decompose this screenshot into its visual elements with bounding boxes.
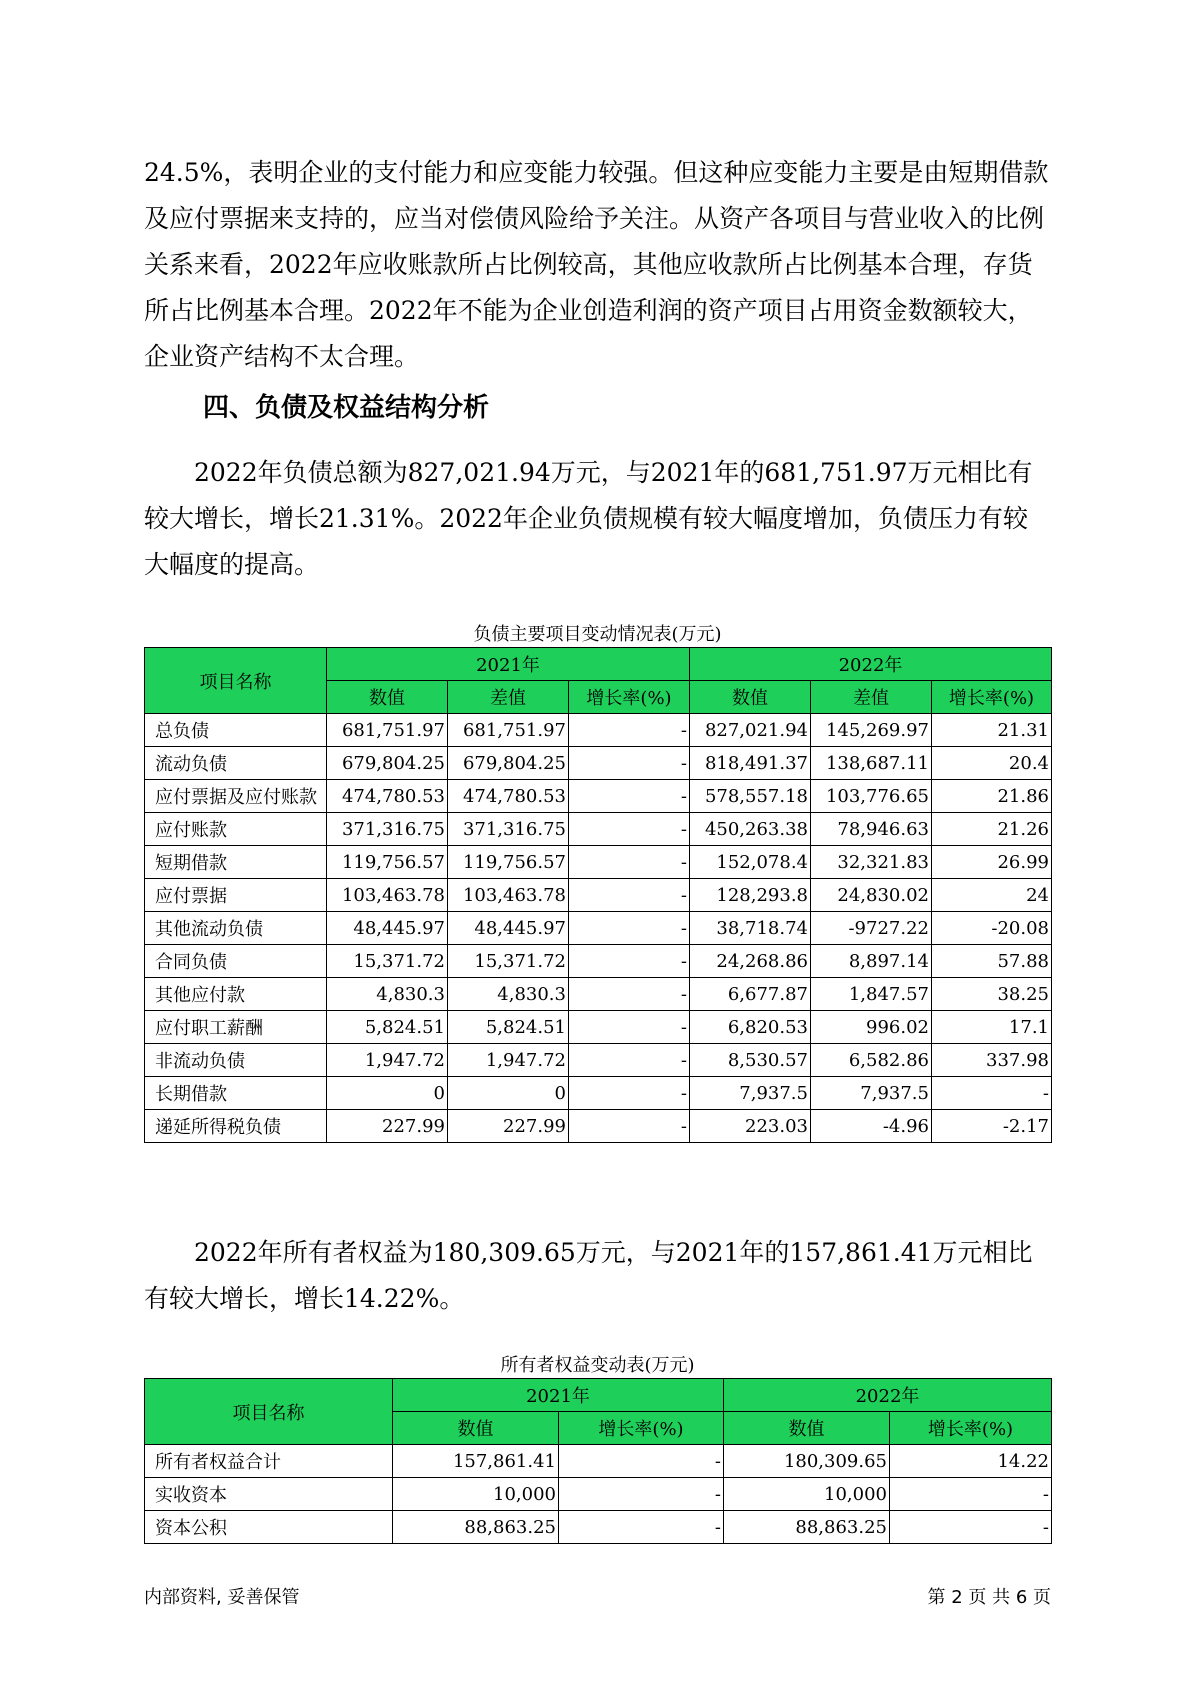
row-label: 实收资本 [145,1478,393,1511]
table-cell: 57.88 [932,945,1052,978]
table-cell: 1,947.72 [327,1044,448,1077]
table-cell: 0 [448,1077,569,1110]
table-cell: -9727.22 [811,912,932,945]
table-cell: - [559,1511,724,1544]
section-heading: 四、负债及权益结构分析 [203,393,490,423]
table-cell: 996.02 [811,1011,932,1044]
table-cell: 48,445.97 [448,912,569,945]
col-header-item-name: 项目名称 [145,648,327,714]
table-cell: 38,718.74 [690,912,811,945]
table-row [145,780,1052,813]
table-cell: - [569,714,690,747]
table-cell: 337.98 [932,1044,1052,1077]
col-header-rate: 增长率(%) [559,1412,724,1445]
table-cell: 10,000 [393,1478,559,1511]
table-cell: 1,947.72 [448,1044,569,1077]
table-cell: 103,463.78 [327,879,448,912]
table-row [145,1011,1052,1044]
table-cell: - [569,1011,690,1044]
table-cell: 578,557.18 [690,780,811,813]
row-label: 应付职工薪酬 [145,1011,327,1044]
col-header-year-2022: 2022年 [690,648,1052,681]
table-cell: 474,780.53 [448,780,569,813]
table-cell: 371,316.75 [448,813,569,846]
table-cell: 119,756.57 [448,846,569,879]
table-cell: 103,776.65 [811,780,932,813]
table-cell: 227.99 [448,1110,569,1143]
table-row [145,1478,1052,1511]
table-cell: 152,078.4 [690,846,811,879]
liabilities-paragraph: 2022年负债总额为827,021.94万元，与2021年的681,751.97万元相比有较大增长，增长21.31%。2022年企业负债规模有较大幅度增加，负债压力有较大幅度的提高。 [144,458,1033,579]
row-label: 应付票据及应付账款 [145,780,327,813]
table-cell: 0 [327,1077,448,1110]
table-cell: - [569,780,690,813]
table-cell: 138,687.11 [811,747,932,780]
table-cell: 21.86 [932,780,1052,813]
col-header-item-name: 项目名称 [145,1379,393,1445]
col-header-value: 数值 [724,1412,890,1445]
table-row [145,846,1052,879]
table-cell: 474,780.53 [327,780,448,813]
table-row [145,747,1052,780]
table-cell: 8,897.14 [811,945,932,978]
table-cell: 103,463.78 [448,879,569,912]
table-row [145,1511,1052,1544]
table-cell: - [569,747,690,780]
table-row [145,714,1052,747]
table1-caption: 负债主要项目变动情况表(万元) [473,624,722,645]
row-label: 应付账款 [145,813,327,846]
table-row [145,1044,1052,1077]
col-header-rate: 增长率(%) [569,681,690,714]
liabilities-table [144,647,1052,1143]
row-label: 短期借款 [145,846,327,879]
table-cell: 21.26 [932,813,1052,846]
table-cell: 14.22 [890,1445,1052,1478]
table-cell: - [569,945,690,978]
col-header-rate: 增长率(%) [890,1412,1052,1445]
table-cell: 15,371.72 [327,945,448,978]
table-row [145,813,1052,846]
table-cell: 145,269.97 [811,714,932,747]
table-cell: 5,824.51 [327,1011,448,1044]
table-cell: 827,021.94 [690,714,811,747]
table-cell: - [559,1478,724,1511]
col-header-year-2021: 2021年 [327,648,690,681]
col-header-value: 数值 [327,681,448,714]
table-cell: 17.1 [932,1011,1052,1044]
table-cell: 5,824.51 [448,1011,569,1044]
table-cell: - [890,1511,1052,1544]
table-cell: 38.25 [932,978,1052,1011]
footer-page-number: 第 2 页 共 6 页 [927,1587,1051,1608]
equity-paragraph: 2022年所有者权益为180,309.65万元，与2021年的157,861.41万元相比有较大增长，增长14.22%。 [144,1238,1033,1313]
table-cell: 32,321.83 [811,846,932,879]
row-label: 长期借款 [145,1077,327,1110]
row-label: 所有者权益合计 [145,1445,393,1478]
intro-paragraph: 24.5%，表明企业的支付能力和应变能力较强。但这种应变能力主要是由短期借款及应付票据来支持的，应当对偿债风险给予关注。从资产各项目与营业收入的比例关系来看，2022年应收账款所占比例较高，其他应收款所占比例基本合理，存货所占比例基本合理。2022年不能为企业创造利润的资产项目占用资金数额较大，企业资产结构不太合理。 [144,158,1049,371]
equity-table [144,1378,1052,1544]
table-cell: - [890,1478,1052,1511]
table-cell: 48,445.97 [327,912,448,945]
table-cell: 681,751.97 [327,714,448,747]
table-cell: 6,677.87 [690,978,811,1011]
row-label: 非流动负债 [145,1044,327,1077]
col-header-year-2021: 2021年 [393,1379,724,1412]
table-cell: - [569,1044,690,1077]
table-cell: - [569,846,690,879]
table-cell: - [569,1110,690,1143]
table-cell: 6,820.53 [690,1011,811,1044]
table-cell: 78,946.63 [811,813,932,846]
table-cell: 371,316.75 [327,813,448,846]
table-row [145,1445,1052,1478]
table-cell: -2.17 [932,1110,1052,1143]
row-label: 递延所得税负债 [145,1110,327,1143]
col-header-value: 数值 [393,1412,559,1445]
table-cell: 6,582.86 [811,1044,932,1077]
table-cell: - [569,1077,690,1110]
table2-caption: 所有者权益变动表(万元) [500,1355,695,1376]
footer-confidential-note: 内部资料, 妥善保管 [144,1587,300,1608]
table-cell: 20.4 [932,747,1052,780]
table-cell: 7,937.5 [811,1077,932,1110]
table-cell: 4,830.3 [448,978,569,1011]
table-row [145,978,1052,1011]
table-cell: 227.99 [327,1110,448,1143]
table-cell: 15,371.72 [448,945,569,978]
table-cell: - [569,912,690,945]
table-row [145,912,1052,945]
table-cell: 450,263.38 [690,813,811,846]
table-cell: - [559,1445,724,1478]
col-header-year-2022: 2022年 [724,1379,1052,1412]
table-cell: 88,863.25 [724,1511,890,1544]
table-cell: 26.99 [932,846,1052,879]
table-cell: - [569,813,690,846]
row-label: 总负债 [145,714,327,747]
table-cell: 88,863.25 [393,1511,559,1544]
table-cell: 10,000 [724,1478,890,1511]
table-row [145,879,1052,912]
col-header-value: 数值 [690,681,811,714]
table-cell: 818,491.37 [690,747,811,780]
table-cell: 679,804.25 [448,747,569,780]
table-cell: 24,830.02 [811,879,932,912]
table-cell: 24 [932,879,1052,912]
table-cell: - [932,1077,1052,1110]
row-label: 流动负债 [145,747,327,780]
table-cell: - [569,879,690,912]
col-header-rate: 增长率(%) [932,681,1052,714]
table-cell: -20.08 [932,912,1052,945]
col-header-diff: 差值 [811,681,932,714]
row-label: 资本公积 [145,1511,393,1544]
table-cell: 681,751.97 [448,714,569,747]
row-label: 应付票据 [145,879,327,912]
table-cell: 1,847.57 [811,978,932,1011]
table-row [145,1110,1052,1143]
row-label: 其他应付款 [145,978,327,1011]
table-cell: 119,756.57 [327,846,448,879]
table-cell: 223.03 [690,1110,811,1143]
table-cell: 24,268.86 [690,945,811,978]
table-cell: 7,937.5 [690,1077,811,1110]
table-cell: -4.96 [811,1110,932,1143]
table-row [145,1077,1052,1110]
table-cell: 21.31 [932,714,1052,747]
table-cell: - [569,978,690,1011]
table-cell: 180,309.65 [724,1445,890,1478]
table-cell: 8,530.57 [690,1044,811,1077]
row-label: 合同负债 [145,945,327,978]
table-cell: 679,804.25 [327,747,448,780]
table-cell: 128,293.8 [690,879,811,912]
table-cell: 4,830.3 [327,978,448,1011]
col-header-diff: 差值 [448,681,569,714]
row-label: 其他流动负债 [145,912,327,945]
table-cell: 157,861.41 [393,1445,559,1478]
table-row [145,945,1052,978]
